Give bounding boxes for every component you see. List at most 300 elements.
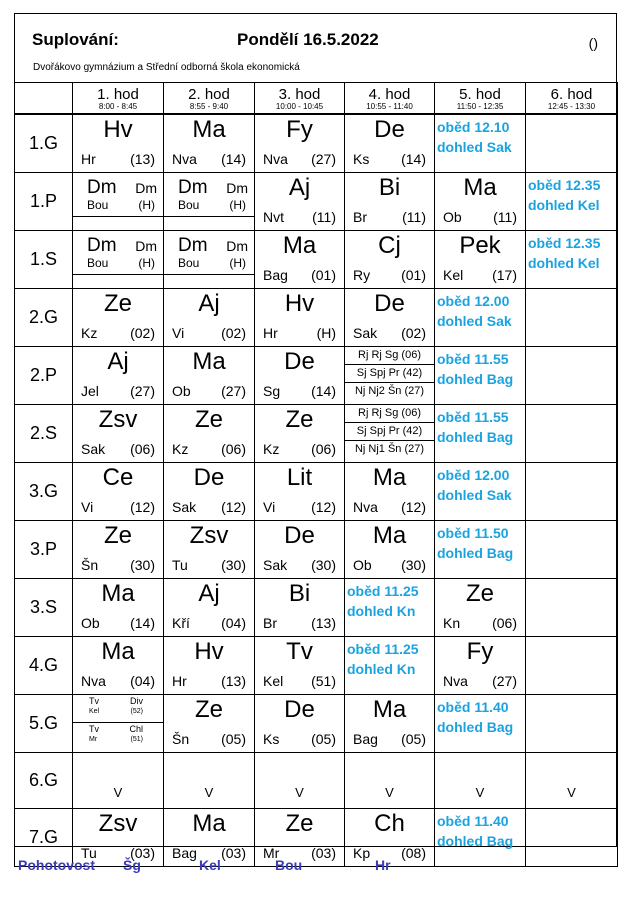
teacher: Šn xyxy=(172,731,190,747)
teacher: Sak xyxy=(81,441,106,457)
lesson-cell xyxy=(255,463,345,521)
v-mark: V xyxy=(113,785,123,800)
teacher: Kel xyxy=(443,267,464,283)
lesson-cell xyxy=(345,173,435,231)
class-label: 3.G xyxy=(15,463,73,521)
subject: Ma xyxy=(282,232,317,259)
class-row xyxy=(15,231,618,289)
lesson-cell xyxy=(164,579,255,637)
group-box xyxy=(73,723,163,750)
lesson-cell xyxy=(164,173,255,231)
class-row xyxy=(15,521,618,579)
class-row xyxy=(15,753,618,809)
hour-name: 1. hod xyxy=(97,86,139,103)
v-mark: V xyxy=(295,785,304,800)
class-label: 6.G xyxy=(15,753,73,809)
lunch-cell xyxy=(345,579,435,637)
lunch-cell xyxy=(435,521,526,579)
subject: Aj xyxy=(198,580,220,607)
class-label: 1.P xyxy=(15,173,73,231)
subject: Ma xyxy=(372,696,407,723)
lunch-time: oběd 11.40 xyxy=(437,813,509,829)
v-mark: V xyxy=(385,785,394,800)
lunch-time: oběd 12.00 xyxy=(437,293,510,309)
lunch-supervisor: dohled Sak xyxy=(437,139,512,155)
empty-cell xyxy=(526,579,618,637)
room: (H) xyxy=(229,256,246,270)
subject: Ze xyxy=(194,406,223,433)
hour-header xyxy=(345,83,435,115)
lesson-cell xyxy=(164,405,255,463)
class-label: 1.S xyxy=(15,231,73,289)
standby-name: Bou xyxy=(275,857,303,873)
subject: Div xyxy=(130,696,143,706)
class-label: 3.S xyxy=(15,579,73,637)
class-row xyxy=(15,809,618,867)
room: (14) xyxy=(221,151,246,167)
room: (06) xyxy=(130,441,155,457)
room: (03) xyxy=(130,845,155,861)
lesson-cell xyxy=(255,289,345,347)
subject: Hv xyxy=(284,290,315,317)
subject-alt: Dm xyxy=(226,238,248,254)
room: (14) xyxy=(130,615,155,631)
teacher: Bag xyxy=(263,267,288,283)
room: (12) xyxy=(221,499,246,515)
lunch-cell xyxy=(435,463,526,521)
empty-cell xyxy=(526,289,618,347)
lesson-cell xyxy=(73,579,164,637)
room: (30) xyxy=(221,557,246,573)
lesson-cell xyxy=(164,463,255,521)
room: (04) xyxy=(221,615,246,631)
teacher: Sak xyxy=(353,325,378,341)
empty-cell xyxy=(526,347,618,405)
teacher: Vi xyxy=(263,499,276,515)
lunch-supervisor: dohled Bag xyxy=(437,371,514,387)
lesson-cell xyxy=(164,114,255,173)
hour-name: 3. hod xyxy=(278,86,321,103)
lunch-cell xyxy=(435,347,526,405)
subject: Bi xyxy=(378,174,401,201)
lunch-time: oběd 11.55 xyxy=(437,409,509,425)
lesson-cell xyxy=(73,347,164,405)
subject: Ma xyxy=(101,580,135,607)
hour-time: 8:00 - 8:45 xyxy=(98,102,138,111)
room: (H) xyxy=(138,256,155,270)
room: (03) xyxy=(221,845,246,861)
teacher: Bag xyxy=(172,845,197,861)
lesson-cell xyxy=(164,231,255,289)
subject: Ma xyxy=(372,522,407,549)
split-top xyxy=(73,173,163,217)
room: (27) xyxy=(130,383,155,399)
subject: Ze xyxy=(285,810,314,837)
teacher: Ks xyxy=(353,151,370,167)
room: (01) xyxy=(311,267,336,283)
group-lesson: Sj Spj Pr (42) xyxy=(345,365,434,383)
lesson-cell xyxy=(345,231,435,289)
lesson-cell xyxy=(164,753,255,809)
room: (13) xyxy=(221,673,246,689)
lesson-cell xyxy=(255,231,345,289)
split-bottom xyxy=(73,280,163,288)
teacher: Šn xyxy=(81,557,99,573)
hour-header xyxy=(255,83,345,115)
lunch-time: oběd 12.00 xyxy=(437,467,510,483)
room: (02) xyxy=(221,325,246,341)
lesson-cell xyxy=(255,753,345,809)
hour-header xyxy=(73,83,164,115)
subject: De xyxy=(284,696,315,723)
lunch-supervisor: dohled Kel xyxy=(528,255,600,271)
room: (27) xyxy=(311,151,336,167)
standby-name: Kel xyxy=(199,857,221,873)
lesson-cell xyxy=(255,114,345,173)
lesson-cell xyxy=(255,521,345,579)
standby-name: Hr xyxy=(375,857,391,873)
empty-cell xyxy=(526,405,618,463)
lesson-cell xyxy=(345,521,435,579)
subject: Lit xyxy=(286,464,313,491)
lesson-cell xyxy=(164,521,255,579)
lunch-cell xyxy=(345,637,435,695)
lesson-cell xyxy=(73,463,164,521)
teacher: Sg xyxy=(263,383,281,399)
teacher: Bou xyxy=(87,256,109,270)
room: (30) xyxy=(311,557,336,573)
substitution-table xyxy=(14,82,618,867)
class-row xyxy=(15,114,618,173)
empty-cell xyxy=(526,521,618,579)
group-lesson: Rj Rj Sg (06) xyxy=(345,405,434,423)
page-paren: () xyxy=(588,35,598,51)
lesson-cell xyxy=(73,114,164,173)
lesson-cell xyxy=(73,753,164,809)
lunch-time: oběd 11.50 xyxy=(437,525,509,541)
group-lesson: Nj Nj2 Šn (27) xyxy=(354,385,425,397)
class-row xyxy=(15,289,618,347)
teacher: Nva xyxy=(172,151,197,167)
split-top xyxy=(164,173,254,217)
subject: Tv xyxy=(89,724,99,734)
room: (12) xyxy=(311,499,336,515)
lesson-cell xyxy=(255,173,345,231)
split-bottom xyxy=(164,222,254,230)
room: (12) xyxy=(130,499,155,515)
subject: De xyxy=(284,348,315,375)
subject: De xyxy=(374,116,405,143)
room: (30) xyxy=(130,557,155,573)
lunch-cell xyxy=(435,405,526,463)
lesson-cell xyxy=(345,114,435,173)
room: (06) xyxy=(311,441,336,457)
split-top xyxy=(73,231,163,275)
hour-name: 2. hod xyxy=(188,86,230,103)
lesson-cell xyxy=(73,405,164,463)
hour-header xyxy=(435,83,526,115)
teacher: Kz xyxy=(172,441,189,457)
room: (03) xyxy=(311,845,336,861)
class-row xyxy=(15,347,618,405)
hour-header xyxy=(164,83,255,115)
subject: Ze xyxy=(103,522,132,549)
room: (12) xyxy=(401,499,426,515)
teacher: Sak xyxy=(172,499,197,515)
teacher: Nva xyxy=(443,673,468,689)
lesson-cell xyxy=(435,637,526,695)
subject: Aj xyxy=(288,174,311,201)
lunch-supervisor: dohled Bag xyxy=(437,719,514,735)
subject: Hv xyxy=(103,116,133,143)
lunch-time: oběd 12.35 xyxy=(528,235,601,251)
class-label: 3.P xyxy=(15,521,73,579)
lesson-cell xyxy=(435,753,526,809)
subject-alt: Dm xyxy=(135,238,157,254)
teacher: Ob xyxy=(81,615,100,631)
teacher: Vi xyxy=(172,325,185,341)
empty-cell xyxy=(526,695,618,753)
room: (13) xyxy=(311,615,336,631)
subject: Pek xyxy=(459,232,501,259)
subject: Dm xyxy=(178,177,208,198)
hour-time: 8:55 - 9:40 xyxy=(189,102,229,111)
room: (H) xyxy=(316,325,336,341)
teacher: Tu xyxy=(172,557,188,573)
lunch-supervisor: dohled Sak xyxy=(437,313,512,329)
teacher: Mr xyxy=(89,736,98,743)
lesson-cell xyxy=(345,463,435,521)
subject: Ma xyxy=(192,348,226,375)
lesson-cell xyxy=(435,579,526,637)
lesson-cell xyxy=(164,695,255,753)
room: (13) xyxy=(130,151,155,167)
teacher: Kel xyxy=(263,673,284,689)
subject: Dm xyxy=(87,235,117,256)
v-mark: V xyxy=(475,785,485,800)
teacher: Ks xyxy=(263,731,280,747)
room: (14) xyxy=(311,383,336,399)
subject: De xyxy=(284,522,315,549)
hour-time: 10:55 - 11:40 xyxy=(366,102,413,111)
teacher: Bou xyxy=(87,198,109,212)
room: (30) xyxy=(401,557,426,573)
teacher: Kz xyxy=(263,441,280,457)
hour-time: 12:45 - 13:30 xyxy=(547,102,596,111)
lesson-cell xyxy=(255,579,345,637)
lunch-supervisor: dohled Bag xyxy=(437,833,514,849)
class-label: 7.G xyxy=(15,809,73,867)
teacher: Kn xyxy=(443,615,461,631)
school-name: Dvořákovo gymnázium a Střední odborná škola ekonomická xyxy=(33,62,300,73)
subject: De xyxy=(193,464,225,491)
standby-label: Pohotovost xyxy=(18,857,95,873)
subject: Ma xyxy=(192,810,226,837)
room: (05) xyxy=(311,731,336,747)
standby-name: Šg xyxy=(123,857,141,873)
group-lesson: Rj Rj Sg (06) xyxy=(345,347,434,365)
teacher: Hr xyxy=(172,673,187,689)
room: (51) xyxy=(130,736,143,743)
lesson-cell xyxy=(345,405,435,463)
empty-cell xyxy=(526,463,618,521)
room: (52) xyxy=(130,708,143,715)
room: (08) xyxy=(401,845,426,861)
v-mark: V xyxy=(567,785,576,800)
lunch-time: oběd 12.10 xyxy=(437,119,510,135)
room: (H) xyxy=(138,198,155,212)
room: (05) xyxy=(401,731,426,747)
teacher: Nvt xyxy=(263,209,284,225)
teacher: Hr xyxy=(81,151,96,167)
subject: Ma xyxy=(463,174,497,201)
lunch-supervisor: dohled Bag xyxy=(437,545,514,561)
teacher: Br xyxy=(353,209,367,225)
subject: Hv xyxy=(194,638,224,665)
empty-cell xyxy=(526,114,618,173)
teacher: Vi xyxy=(81,499,94,515)
hour-name: 6. hod xyxy=(550,86,593,103)
lesson-cell xyxy=(345,695,435,753)
room: (27) xyxy=(221,383,246,399)
subject: Tv xyxy=(89,696,99,706)
subject: Ch xyxy=(374,810,405,837)
subject: Fy xyxy=(466,638,494,665)
class-row xyxy=(15,579,618,637)
teacher: Jel xyxy=(81,383,99,399)
lunch-cell xyxy=(526,173,618,231)
lesson-cell xyxy=(345,289,435,347)
lesson-cell xyxy=(164,637,255,695)
lesson-cell xyxy=(73,521,164,579)
subject: Cj xyxy=(378,232,401,259)
group-lesson: Nj Nj1 Šn (27) xyxy=(354,443,425,455)
teacher: Tu xyxy=(81,845,97,861)
teacher: Sak xyxy=(263,557,288,573)
subject-alt: Dm xyxy=(226,180,248,196)
room: (51) xyxy=(311,673,336,689)
teacher: Kz xyxy=(81,325,98,341)
lunch-cell xyxy=(435,289,526,347)
subject: Zsv xyxy=(98,406,138,433)
lesson-cell xyxy=(73,173,164,231)
class-label: 2.G xyxy=(15,289,73,347)
teacher: Hr xyxy=(263,325,278,341)
room: (04) xyxy=(130,673,155,689)
group-box xyxy=(73,695,163,723)
room: (01) xyxy=(401,267,426,283)
subject: Chl xyxy=(129,724,143,734)
subject: Ma xyxy=(101,638,135,665)
subject: Ze xyxy=(103,290,132,317)
room: (14) xyxy=(401,151,426,167)
split-top xyxy=(164,231,254,275)
hour-time: 10:00 - 10:45 xyxy=(275,102,324,111)
room: (02) xyxy=(130,325,155,341)
subject: Bi xyxy=(288,580,311,607)
lunch-cell xyxy=(526,231,618,289)
lesson-cell xyxy=(435,173,526,231)
subject: Ce xyxy=(102,464,134,491)
hour-name: 5. hod xyxy=(459,86,501,103)
teacher: Ry xyxy=(353,267,371,283)
empty-cell xyxy=(526,637,618,695)
room: (11) xyxy=(402,209,426,225)
page-date: Pondělí 16.5.2022 xyxy=(237,30,379,49)
room: (27) xyxy=(492,673,517,689)
lunch-cell xyxy=(435,809,526,867)
hour-name: 4. hod xyxy=(368,86,411,103)
header-corner xyxy=(15,83,73,115)
room: (06) xyxy=(221,441,246,457)
lesson-cell xyxy=(255,695,345,753)
room: (05) xyxy=(221,731,246,747)
subject: Ze xyxy=(194,696,223,723)
subject: De xyxy=(374,290,405,317)
room: (11) xyxy=(493,209,517,225)
class-label: 2.P xyxy=(15,347,73,405)
room: (H) xyxy=(229,198,246,212)
subject: Aj xyxy=(107,348,129,375)
teacher: Nva xyxy=(81,673,106,689)
teacher: Mr xyxy=(263,845,280,861)
lesson-cell xyxy=(73,289,164,347)
subject: Fy xyxy=(286,116,313,143)
lesson-cell xyxy=(435,231,526,289)
lunch-supervisor: dohled Kn xyxy=(347,661,416,677)
teacher: Bou xyxy=(178,198,200,212)
class-row xyxy=(15,637,618,695)
teacher: Br xyxy=(263,615,277,631)
lunch-time: oběd 11.55 xyxy=(437,351,509,367)
teacher: Kel xyxy=(89,708,100,715)
hour-time: 11:50 - 12:35 xyxy=(456,102,504,111)
lunch-time: oběd 11.40 xyxy=(437,699,509,715)
subject: Tv xyxy=(286,638,313,665)
subject: Ze xyxy=(285,406,314,433)
lesson-cell xyxy=(164,347,255,405)
room: (06) xyxy=(492,615,517,631)
lesson-cell xyxy=(164,289,255,347)
subject: Dm xyxy=(87,177,117,198)
room: (11) xyxy=(312,209,336,225)
lunch-supervisor: dohled Kel xyxy=(528,197,600,213)
hours-header-row xyxy=(15,83,618,115)
hour-header xyxy=(526,83,618,115)
subject: Ze xyxy=(465,580,494,607)
lesson-cell xyxy=(255,405,345,463)
subject: Aj xyxy=(198,290,220,317)
lesson-cell xyxy=(526,753,618,809)
class-label: 4.G xyxy=(15,637,73,695)
class-row xyxy=(15,173,618,231)
group-lesson: Sj Spj Pr (42) xyxy=(345,423,434,441)
teacher: Bou xyxy=(178,256,200,270)
lesson-cell xyxy=(345,347,435,405)
teacher: Bag xyxy=(353,731,378,747)
subject: Zsv xyxy=(98,810,138,837)
lunch-time: oběd 11.25 xyxy=(347,641,419,657)
class-label: 1.G xyxy=(15,114,73,173)
class-row xyxy=(15,695,618,753)
v-mark: V xyxy=(204,785,214,800)
lesson-cell xyxy=(73,695,164,753)
lunch-cell xyxy=(435,114,526,173)
subject-alt: Dm xyxy=(135,180,157,196)
teacher: Kp xyxy=(353,845,371,861)
teacher: Nva xyxy=(353,499,378,515)
lunch-time: oběd 11.25 xyxy=(347,583,419,599)
